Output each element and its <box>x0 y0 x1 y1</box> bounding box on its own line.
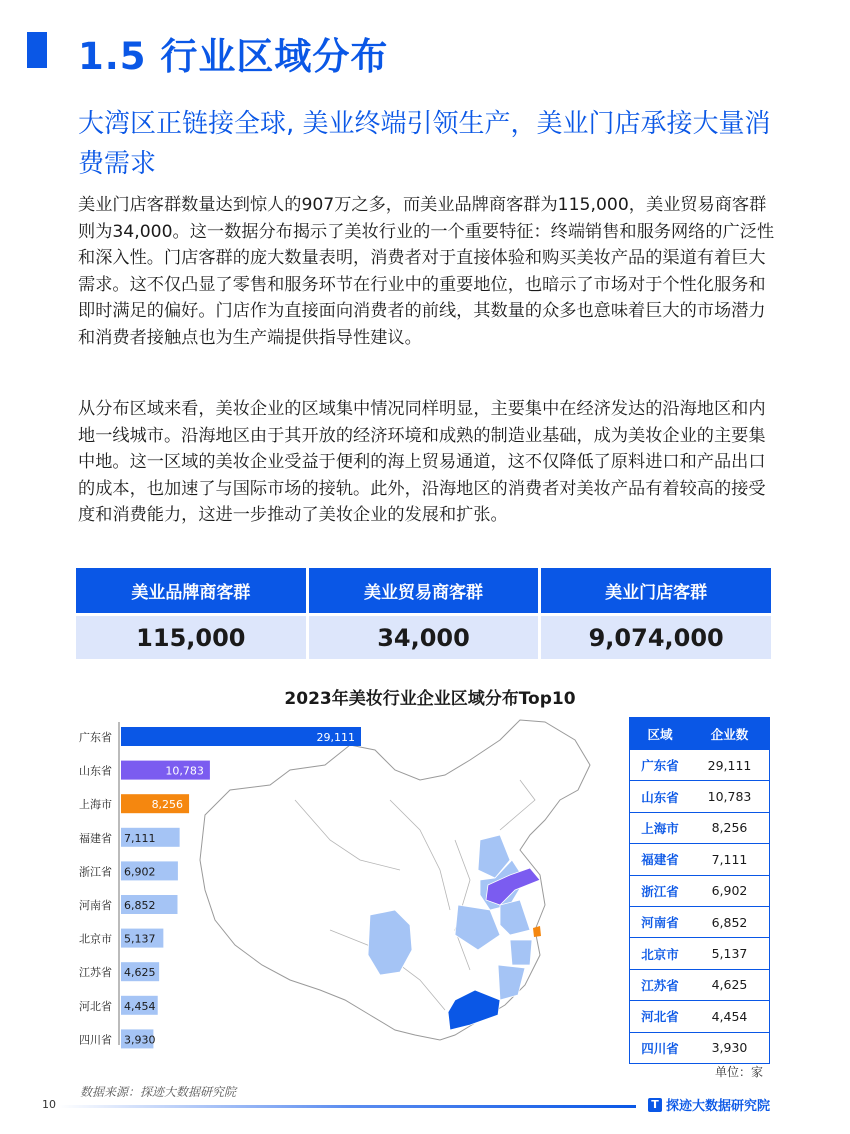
region-count: 3,930 <box>711 1040 748 1056</box>
region-name: 山东省 <box>641 789 679 805</box>
table-row <box>630 843 769 874</box>
brand-name: 探迹大数据研究院 <box>666 1099 771 1114</box>
bar-value-label: 8,256 <box>151 798 184 812</box>
table-row <box>630 906 769 937</box>
bar-category-label: 福建省 <box>79 831 112 845</box>
region-count: 4,625 <box>711 977 748 993</box>
region-count: 4,454 <box>711 1008 748 1024</box>
bar-category-label: 河南省 <box>79 899 112 912</box>
region-count: 8,256 <box>711 820 748 836</box>
bar-value-label: 4,454 <box>124 999 156 1013</box>
bar-value-label: 29,111 <box>316 731 355 744</box>
brand <box>648 1095 770 1114</box>
bar-value-label: 6,902 <box>124 865 156 879</box>
kpi-value-brand: 115,000 <box>76 616 306 659</box>
region-count: 6,852 <box>711 914 748 930</box>
kpi-header-trader: 美业贸易商客群 <box>309 568 539 613</box>
region-table-header <box>630 718 769 749</box>
kpi-value-store: 9,074,000 <box>541 616 771 659</box>
chart-title: 2023年美妆行业企业区域分布Top10 <box>284 689 576 709</box>
bar-value-label: 4,625 <box>124 966 156 980</box>
kpi-header-brand: 美业品牌商客群 <box>76 568 306 613</box>
paragraph-2: 从分布区域来看，美妆企业的区域集中情况同样明显，主要集中在经济发达的沿海地区和内地一线城市。沿海地区由于其开放的经济环境和成熟的制造业基础，成为美妆企业的主要集中地。这一区域的美妆企业受益于便利的海上贸易通道，这不仅降低了原料进口和产品出口的成本，也加速了与国际市场的接轨。此外，沿海地区的消费者对美妆产品有着较高的接受度和消费能力，这进一步推动了美妆企业的发展和扩张。 <box>78 399 766 525</box>
region-count: 10,783 <box>707 789 752 805</box>
bar-value-label: 6,852 <box>124 899 156 912</box>
footer-line <box>58 1105 636 1108</box>
region-count: 29,111 <box>707 757 752 773</box>
table-row <box>630 875 769 906</box>
region-name: 河北省 <box>641 1009 679 1025</box>
page-number: 10 <box>42 1098 56 1111</box>
bar-value-label: 3,930 <box>124 1033 156 1047</box>
table-row <box>630 812 769 843</box>
region-count: 5,137 <box>711 946 748 962</box>
paragraph-1: 美业门店客群数量达到惊人的907万之多，而美业品牌商客群为115,000，美业贸易商客群则为34,000。这一数据分布揭示了美妆行业的一个重要特征：终端销售和服务网络的广泛性和深入性。门店客群的庞大数量表明，消费者对于直接体验和购买美妆产品的渠道有着巨大需求。这不仅凸显了零售和服务环节在行业中的重要地位，也暗示了市场对于个性化服务和即时满足的偏好。门店作为直接面向消费者的前线，其数量的众多也意味着巨大的市场潜力和消费者接触点也为生产端提供指导性建议。 <box>78 195 775 348</box>
kpi-value-trader: 34,000 <box>309 616 539 659</box>
region-count: 7,111 <box>711 851 748 867</box>
data-source: 数据来源：探迹大数据研究院 <box>80 1085 237 1099</box>
region-name: 上海市 <box>641 820 679 836</box>
table-row <box>630 969 769 1000</box>
region-name: 北京市 <box>641 946 679 962</box>
kpi-header-store: 美业门店客群 <box>541 568 771 613</box>
bar-category-label: 浙江省 <box>79 865 112 879</box>
table-row <box>630 937 769 968</box>
bar-category-label: 广东省 <box>79 731 112 744</box>
map-zhejiang <box>510 940 532 965</box>
bar-category-label: 上海市 <box>79 798 112 812</box>
table-row <box>630 749 769 780</box>
region-table <box>629 717 770 1064</box>
brand-logo-icon: T <box>648 1098 662 1112</box>
region-name: 浙江省 <box>641 883 679 899</box>
header-region: 区域 <box>647 726 673 742</box>
region-name: 江苏省 <box>641 977 679 993</box>
bar-category-label: 四川省 <box>79 1033 112 1047</box>
bar-value-label: 5,137 <box>124 932 156 946</box>
bar-value-label: 10,783 <box>165 764 204 778</box>
bar-category-label: 山东省 <box>79 764 112 778</box>
header-count: 企业数 <box>710 726 749 742</box>
table-row <box>630 1032 769 1063</box>
region-name: 广东省 <box>641 758 679 774</box>
map-fujian <box>498 965 525 1000</box>
bar-category-label: 河北省 <box>79 999 112 1013</box>
bar-category-label: 北京市 <box>79 932 112 946</box>
section-title: 1.5 行业区域分布 <box>78 35 389 78</box>
table-row <box>630 780 769 811</box>
subtitle: 大湾区正链接全球, 美业终端引领生产，美业门店承接大量消费需求 <box>78 109 771 179</box>
table-row <box>630 1000 769 1031</box>
region-count: 6,902 <box>711 883 748 899</box>
region-name: 四川省 <box>641 1040 679 1056</box>
china-map <box>200 720 590 1040</box>
bar-value-label: 7,111 <box>124 831 156 845</box>
unit-label: 单位：家 <box>715 1065 764 1079</box>
region-name: 福建省 <box>641 852 679 868</box>
region-name: 河南省 <box>641 915 679 931</box>
bar-category-label: 江苏省 <box>79 966 112 980</box>
